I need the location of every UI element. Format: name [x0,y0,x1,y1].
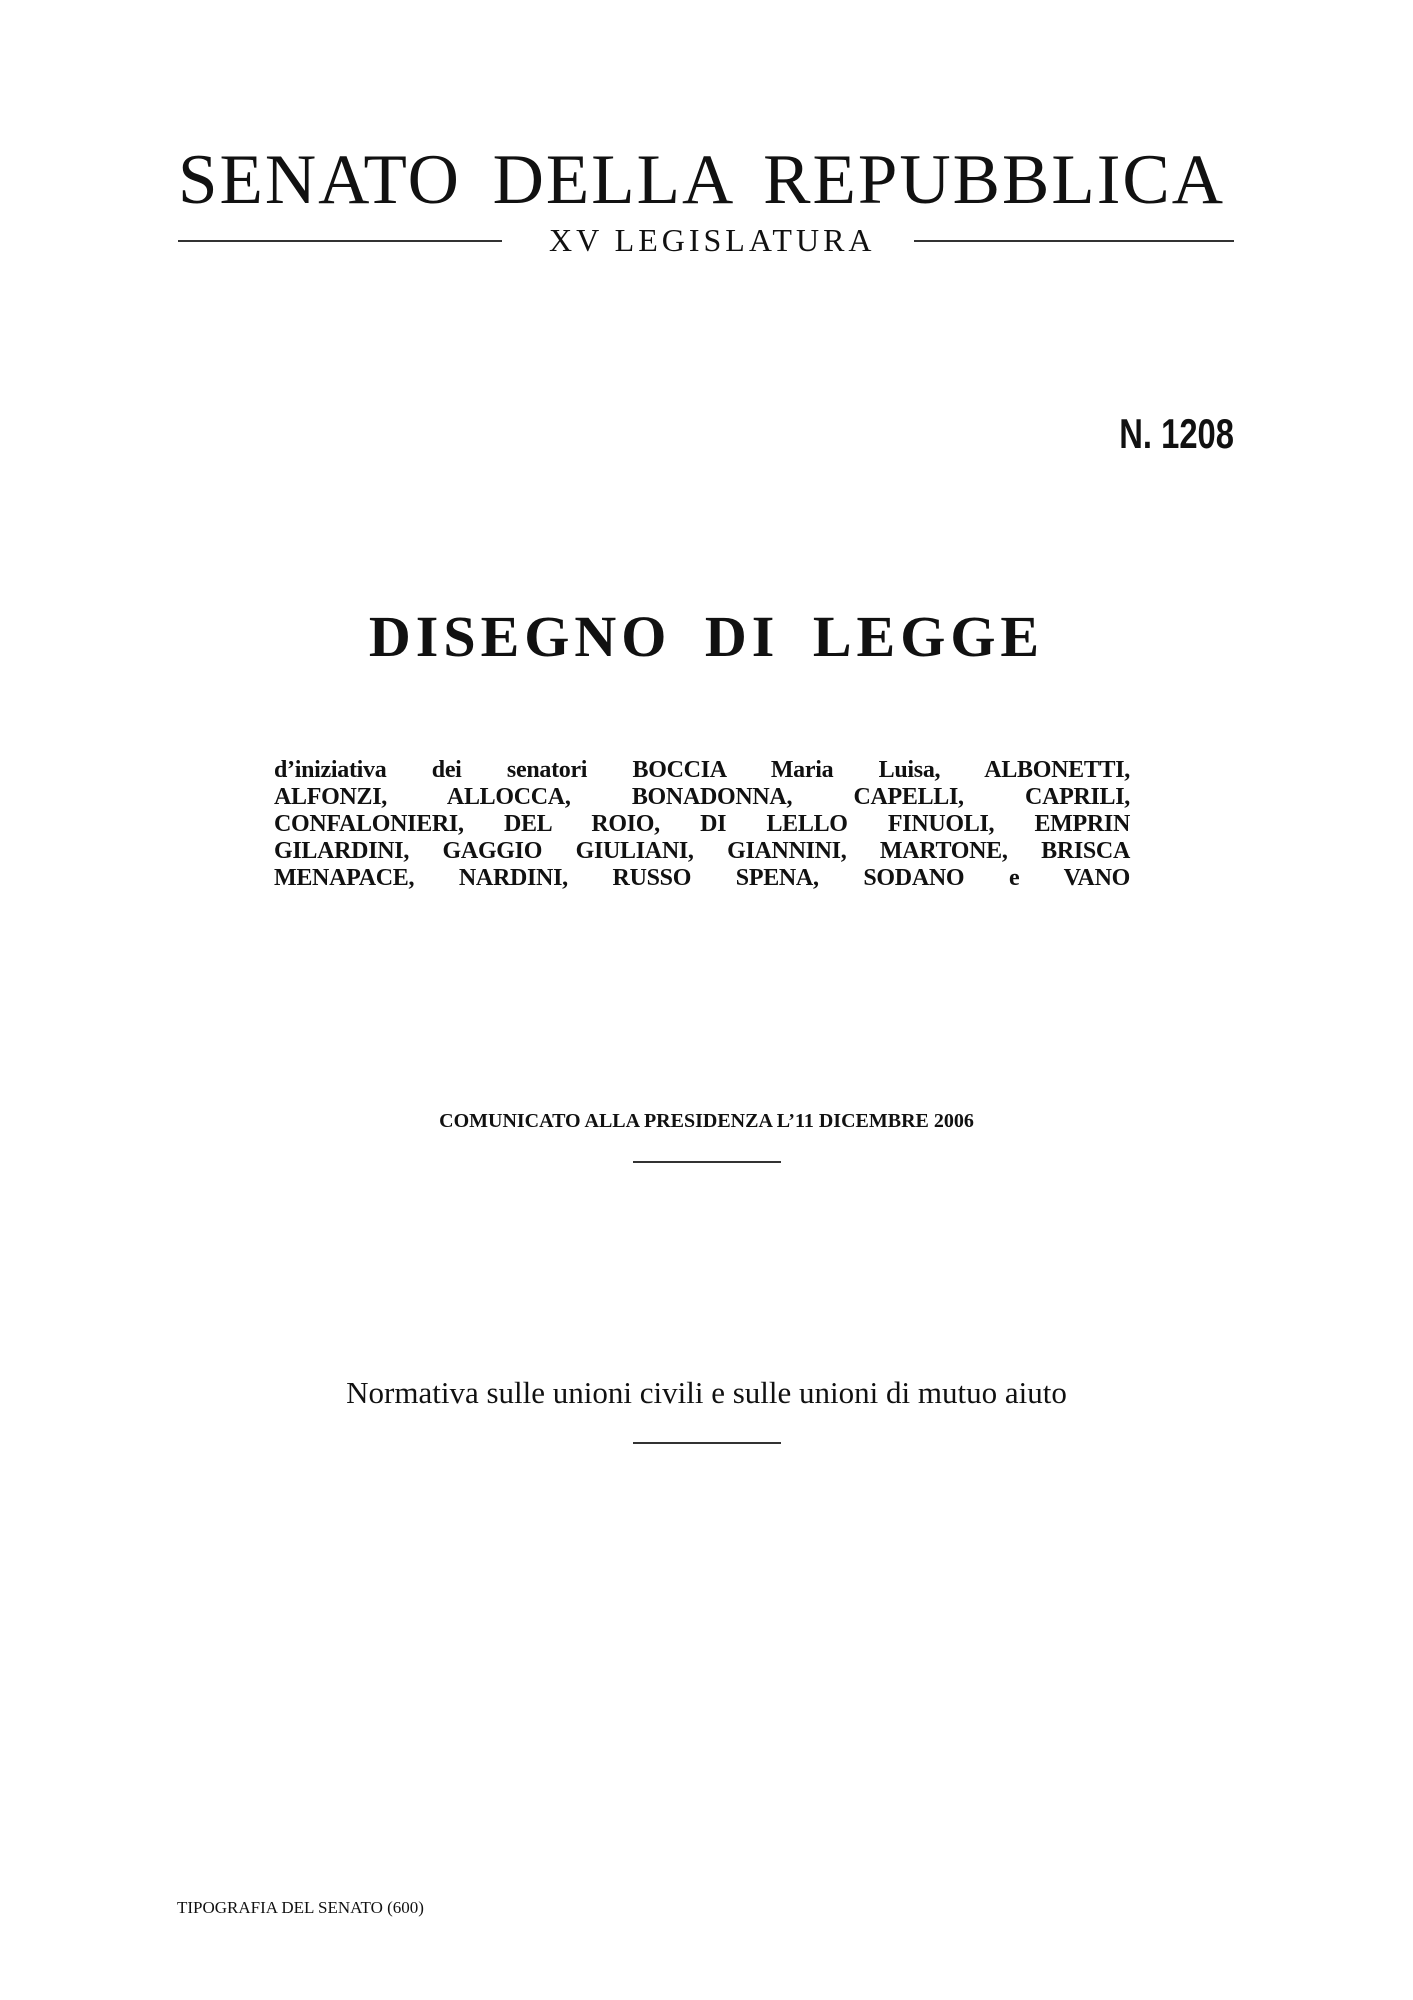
header-rule-right [914,240,1234,242]
initiative-block [274,757,1130,892]
initiative-line: CONFALONIERI, DEL ROIO, DI LELLO FINUOLI, EMPRIN [274,811,1130,837]
communication-date: COMUNICATO ALLA PRESIDENZA L’11 DICEMBRE 2006 [439,1110,974,1132]
institution-heading: SENATO DELLA REPUBBLICA [178,141,1225,219]
initiative-line: MENAPACE, NARDINI, RUSSO SPENA, SODANO e VANO [274,865,1130,891]
initiative-line: GILARDINI, GAGGIO GIULIANI, GIANNINI, MARTONE, BRISCA [274,838,1130,864]
legislature-label: XV LEGISLATURA [549,222,876,258]
document-number: N. 1208 [1119,410,1234,457]
document-type-heading: DISEGNO DI LEGGE [368,604,1045,669]
initiative-line: d’iniziativa dei senatori BOCCIA Maria Luisa, ALBONETTI, [274,757,1130,783]
initiative-line: ALFONZI, ALLOCCA, BONADONNA, CAPELLI, CAPRILI, [274,784,1130,810]
header-rule-left [178,240,502,242]
printer-footer: TIPOGRAFIA DEL SENATO (600) [177,1898,424,1917]
divider-rule [633,1442,781,1444]
divider-rule [633,1161,781,1163]
bill-title: Normativa sulle unioni civili e sulle unioni di mutuo aiuto [346,1375,1067,1410]
